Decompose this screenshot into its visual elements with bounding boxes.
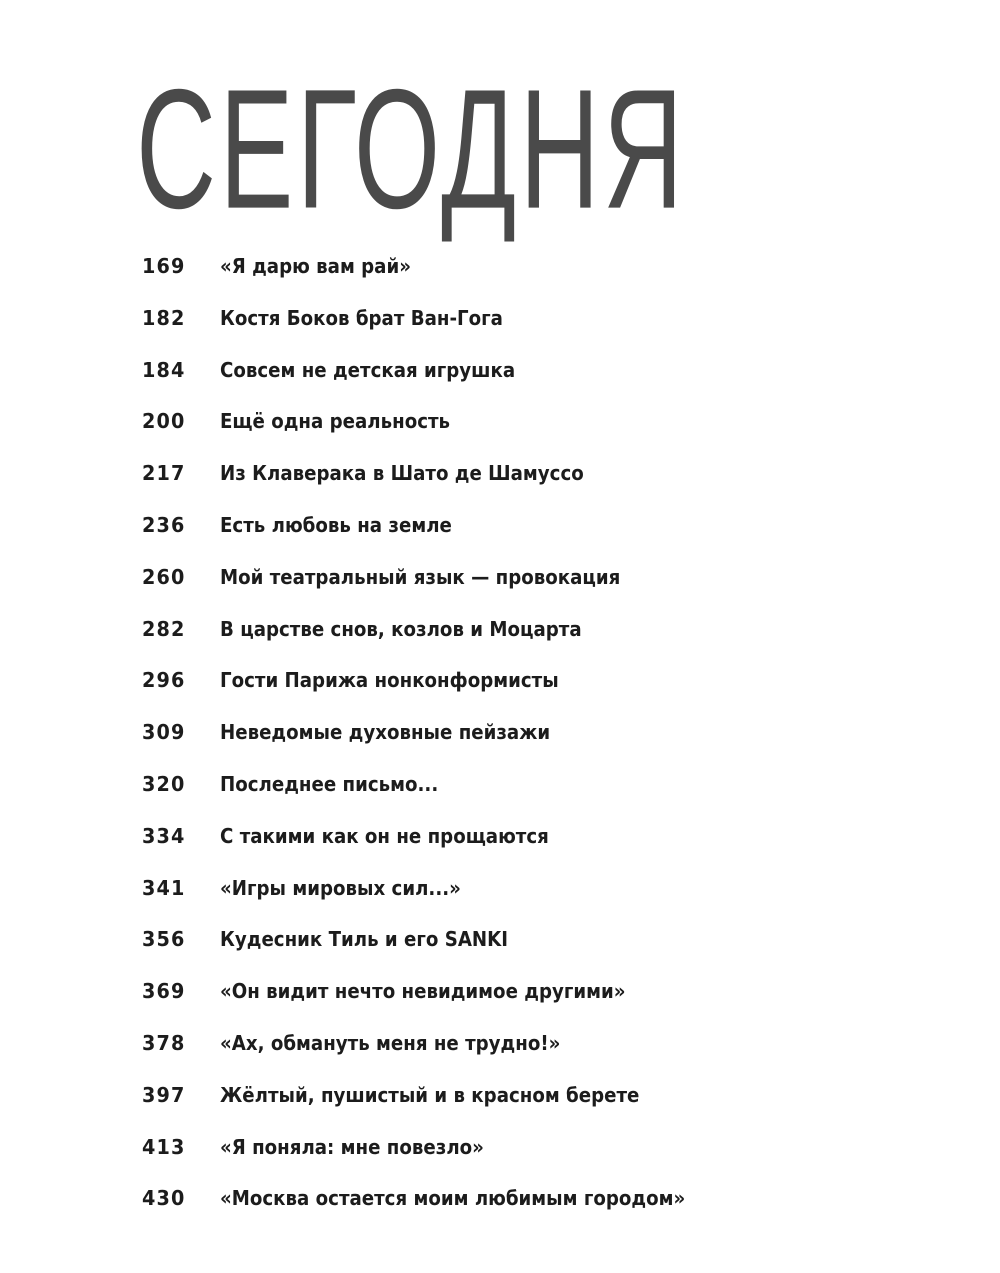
toc-page-number: 430 [142, 1186, 186, 1211]
toc-page-number: 356 [142, 927, 186, 952]
toc-entry-title: Мой театральный язык — провокация [220, 564, 621, 589]
toc-entry[interactable] [0, 354, 1000, 406]
toc-entry-title: Совсем не детская игрушка [220, 357, 516, 382]
toc-entry-title: Неведомые духовные пейзажи [220, 720, 551, 745]
toc-entry[interactable] [0, 872, 1000, 924]
toc-entry[interactable] [0, 405, 1000, 457]
toc-entry[interactable] [0, 302, 1000, 354]
toc-entry[interactable] [0, 613, 1000, 665]
toc-entry[interactable] [0, 923, 1000, 975]
toc-entry[interactable] [0, 664, 1000, 716]
toc-page-number: 169 [142, 254, 186, 278]
toc-entry-title: Жёлтый, пушистый и в красном берете [220, 1082, 640, 1107]
toc-entry[interactable] [0, 509, 1000, 561]
toc-entry-title: С такими как он не прощаются [220, 823, 549, 848]
toc-page-number: 260 [142, 564, 186, 589]
toc-page-number: 309 [142, 720, 186, 745]
toc-entry-title: «Я дарю вам рай» [220, 254, 411, 278]
toc-entry[interactable] [0, 1182, 1000, 1234]
toc-entry[interactable] [0, 1131, 1000, 1183]
toc-page-number: 341 [142, 875, 186, 900]
toc-entry-title: «Игры мировых сил...» [220, 875, 461, 900]
toc-entry-title: «Ах, обмануть меня не трудно!» [220, 1030, 561, 1055]
toc-page-number: 378 [142, 1030, 186, 1055]
toc-page-number: 320 [142, 771, 186, 796]
toc-page-number: 413 [142, 1134, 186, 1159]
toc-entry-title: «Москва остается моим любимым городом» [220, 1186, 686, 1211]
toc-entry-title: Ещё одна реальность [220, 409, 451, 434]
toc-page-number: 236 [142, 512, 186, 537]
toc-entry[interactable] [0, 768, 1000, 820]
toc-page-number: 184 [142, 357, 186, 382]
toc-page-number: 397 [142, 1082, 186, 1107]
toc-entry-title: Костя Боков брат Ван-Гога [220, 305, 503, 330]
toc-entry[interactable] [0, 820, 1000, 872]
toc-entry-title: Гости Парижа нонконформисты [220, 668, 559, 693]
toc-page-number: 182 [142, 305, 186, 330]
toc-entry[interactable] [0, 250, 1000, 302]
toc-entry-title: Кудесник Тиль и его SANKI [220, 927, 509, 952]
toc-entry-title: Последнее письмо... [220, 771, 439, 796]
toc-entry-title: «Я поняла: мне повезло» [220, 1134, 484, 1159]
section-title: СЕГОДНЯ [136, 53, 687, 244]
toc-entry[interactable] [0, 457, 1000, 509]
toc-page-number: 217 [142, 461, 186, 486]
toc-entry[interactable] [0, 975, 1000, 1027]
toc-page-number: 334 [142, 823, 186, 848]
toc-page-number: 369 [142, 979, 186, 1004]
toc-entry-title: Из Клаверака в Шато де Шамуссо [220, 461, 584, 486]
toc-entry[interactable] [0, 1027, 1000, 1079]
toc-page-number: 200 [142, 409, 186, 434]
toc-entry-title: В царстве снов, козлов и Моцарта [220, 616, 582, 641]
toc-entry[interactable] [0, 561, 1000, 613]
toc-list [0, 250, 1000, 1234]
toc-entry[interactable] [0, 716, 1000, 768]
toc-entry-title: «Он видит нечто невидимое другими» [220, 979, 626, 1004]
toc-entry-title: Есть любовь на земле [220, 512, 452, 537]
toc-entry[interactable] [0, 1079, 1000, 1131]
toc-page-number: 282 [142, 616, 186, 641]
toc-page-number: 296 [142, 668, 186, 693]
